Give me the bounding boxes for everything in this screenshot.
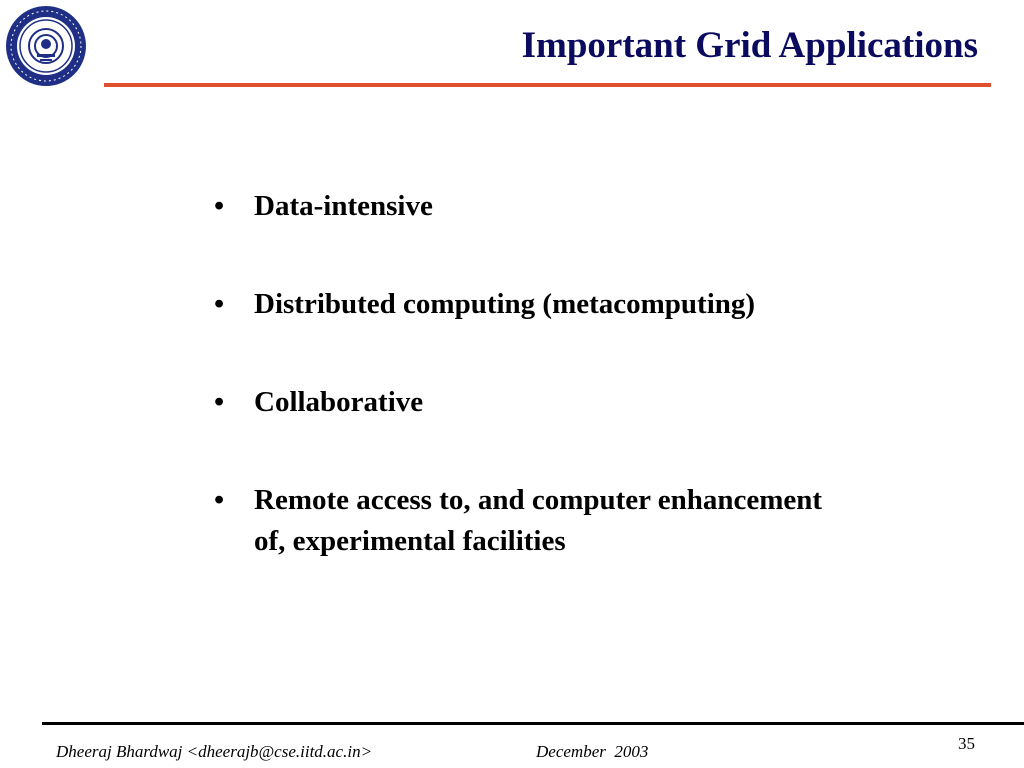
bullet-item xyxy=(214,186,974,227)
bullet-item xyxy=(214,284,974,325)
bullet-text: Remote access to, and computer enhancement of, experimental facilities xyxy=(254,484,823,557)
institute-emblem-icon xyxy=(4,4,88,88)
footer-date: December 2003 xyxy=(536,742,649,761)
bullet-text: Distributed computing (metacomputing) xyxy=(254,288,756,320)
footer-divider xyxy=(42,722,1024,725)
footer-author: Dheeraj Bhardwaj <dheerajb@cse.iitd.ac.in> xyxy=(56,742,373,761)
bullet-text: Collaborative xyxy=(254,386,424,418)
bullet-item xyxy=(214,480,974,562)
slide-title: Important Grid Applications xyxy=(521,25,978,66)
bullet-icon: • xyxy=(214,484,225,516)
bullet-icon: • xyxy=(214,386,225,418)
bullet-icon: • xyxy=(214,190,225,222)
bullet-icon: • xyxy=(214,288,225,320)
bullet-list xyxy=(214,186,974,619)
bullet-item xyxy=(214,382,974,423)
page-number: 35 xyxy=(958,734,975,753)
bullet-text: Data-intensive xyxy=(254,190,433,222)
title-divider xyxy=(104,83,991,87)
